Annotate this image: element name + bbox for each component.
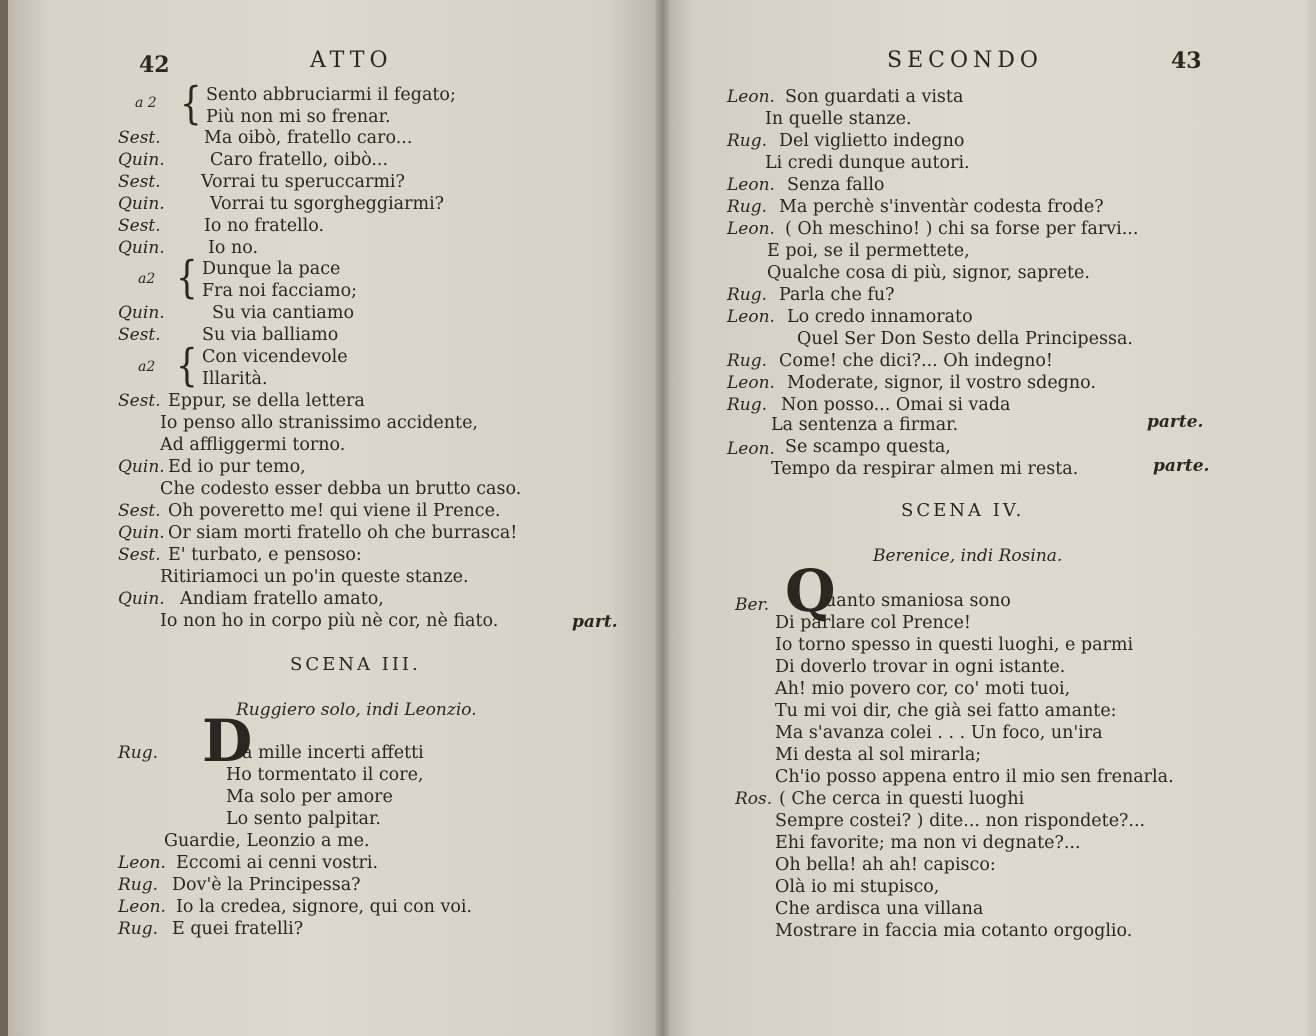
speaker: Quin. <box>118 303 165 323</box>
verse-line: Dov'è la Principessa? <box>172 875 361 895</box>
verse-line: Del viglietto indegno <box>779 131 965 151</box>
speaker: Quin. <box>118 523 165 543</box>
speaker: Leon. <box>118 897 166 917</box>
speaker: Rug. <box>727 395 768 415</box>
speaker: Sest. <box>118 216 161 236</box>
verse-line: Mostrare in faccia mia cotanto orgoglio. <box>775 921 1133 941</box>
verse-line: E poi, se il permettete, <box>767 241 970 261</box>
speaker: Rug. <box>727 131 768 151</box>
verse-line: Guardie, Leonzio a me. <box>164 831 370 851</box>
verse-line: Son guardati a vista <box>785 87 964 107</box>
verse-line: Tempo da respirar almen mi resta. <box>771 459 1079 479</box>
verse-line: ( Che cerca in questi luoghi <box>779 789 1025 809</box>
drop-cap: D <box>202 707 253 775</box>
brace: { <box>180 78 202 131</box>
verse-line: Lo credo innamorato <box>787 307 973 327</box>
brace: { <box>176 340 198 393</box>
scene-cast: Berenice, indi Rosina. <box>873 546 1063 566</box>
verse-line: Come! che dici?... Oh indegno! <box>779 351 1053 371</box>
verse-line: Illarità. <box>202 369 268 389</box>
verse-line: Ma perchè s'inventàr codesta frode? <box>779 197 1104 217</box>
verse-line: Fra noi facciamo; <box>202 281 358 301</box>
verse-line: Or siam morti fratello oh che burrasca! <box>168 523 518 543</box>
book-edge <box>0 0 8 1036</box>
drop-cap: Q <box>785 557 836 625</box>
verse-line: Se scampo questa, <box>785 437 951 457</box>
speaker: Sest. <box>118 172 161 192</box>
verse-line: In quelle stanze. <box>765 109 912 129</box>
verse-line: Ed io pur temo, <box>168 457 306 477</box>
verse-line: Oh bella! ah ah! capisco: <box>775 855 996 875</box>
verse-line: Ah! mio povero cor, co' moti tuoi, <box>775 679 1071 699</box>
speaker: Rug. <box>118 919 159 939</box>
scene-title: SCENA III. <box>290 654 421 675</box>
speaker: Sest. <box>118 501 161 521</box>
verse-line: Che codesto esser debba un brutto caso. <box>160 479 522 499</box>
verse-line: Ho tormentato il core, <box>226 765 424 785</box>
verse-line: Che ardisca una villana <box>775 899 984 919</box>
speaker: Quin. <box>118 238 165 258</box>
scene-title: SCENA IV. <box>901 500 1025 521</box>
verse-line: Ma s'avanza colei . . . Un foco, un'ira <box>775 723 1103 743</box>
running-head-left: ATTO <box>310 48 393 73</box>
verse-line: Olà io mi stupisco, <box>775 877 940 897</box>
right-page <box>663 0 1316 1036</box>
speaker: Leon. <box>727 87 775 107</box>
verse-line: Lo sento palpitar. <box>226 809 381 829</box>
book-gutter <box>655 0 669 1036</box>
speaker: Rug. <box>118 875 159 895</box>
verse-line: Eppur, se della lettera <box>168 391 365 411</box>
verse-line: Ad affliggermi torno. <box>160 435 346 455</box>
speaker: Ber. <box>735 595 770 615</box>
speaker: Ros. <box>735 789 773 809</box>
speaker: Rug. <box>727 351 768 371</box>
verse-line: Tu mi voi dir, che già sei fatto amante: <box>775 701 1117 721</box>
verse-line: Ritiriamoci un po'in queste stanze. <box>160 567 469 587</box>
verse-line: Non posso... Omai si vada <box>781 395 1011 415</box>
stage-direction-exit: part. <box>572 612 618 632</box>
verse-line: Io torno spesso in questi luoghi, e parmi <box>775 635 1134 655</box>
speaker: Leon. <box>727 307 775 327</box>
verse-line: Sento abbruciarmi il fegato; <box>206 85 456 105</box>
verse-line: E' turbato, e pensoso: <box>168 545 362 565</box>
brace: { <box>176 252 198 305</box>
speaker: Leon. <box>727 439 775 459</box>
verse-line: Ehi favorite; ma non vi degnate?... <box>775 833 1081 853</box>
verse-line: Qualche cosa di più, signor, saprete. <box>767 263 1090 283</box>
verse-line: Su via balliamo <box>202 325 339 345</box>
verse-line: Io no fratello. <box>204 216 325 236</box>
speaker: Leon. <box>727 219 775 239</box>
verse-line: a mille incerti affetti <box>242 743 424 763</box>
verse-line: Ma solo per amore <box>226 787 393 807</box>
verse-line: Più non mi so frenar. <box>206 107 391 127</box>
left-page <box>8 0 663 1036</box>
verse-line: Vorrai tu speruccarmi? <box>201 172 405 192</box>
verse-line: Caro fratello, oibò... <box>210 150 389 170</box>
speaker: Sest. <box>118 545 161 565</box>
verse-line: Quel Ser Don Sesto della Principessa. <box>797 329 1133 349</box>
verse-line: Senza fallo <box>787 175 885 195</box>
speaker: Rug. <box>727 285 768 305</box>
verse-line: Eccomi ai cenni vostri. <box>176 853 379 873</box>
speaker: Rug. <box>118 743 159 763</box>
verse-line: Con vicendevole <box>202 347 348 367</box>
speaker: Sest. <box>118 325 161 345</box>
page-number-right: 43 <box>1171 48 1202 74</box>
verse-line: Andiam fratello amato, <box>180 589 384 609</box>
verse-line: Ma oibò, fratello caro... <box>204 128 413 148</box>
speaker: Leon. <box>118 853 166 873</box>
verse-line: Oh poveretto me! qui viene il Prence. <box>168 501 501 521</box>
verse-line: Io non ho in corpo più nè cor, nè fiato. <box>160 611 499 631</box>
stage-direction-exit: parte. <box>1153 456 1210 476</box>
verse-line: Parla che fu? <box>779 285 895 305</box>
verse-line: Ch'io posso appena entro il mio sen frenarla. <box>775 767 1174 787</box>
verse-line: Di doverlo trovar in ogni istante. <box>775 657 1066 677</box>
speaker: Sest. <box>118 391 161 411</box>
speaker: Quin. <box>118 457 165 477</box>
verse-line: Li credi dunque autori. <box>765 153 970 173</box>
speaker: Quin. <box>118 589 165 609</box>
speaker-a2: a2 <box>138 271 156 287</box>
scene-cast: Ruggiero solo, indi Leonzio. <box>236 700 477 720</box>
verse-line: Di parlare col Prence! <box>775 613 971 633</box>
speaker: Sest. <box>118 128 161 148</box>
verse-line: La sentenza a firmar. <box>771 415 959 435</box>
speaker: Rug. <box>727 197 768 217</box>
speaker-a2: a 2 <box>135 95 157 111</box>
running-head-right: SECONDO <box>887 48 1043 73</box>
speaker: Quin. <box>118 150 165 170</box>
page-number-left: 42 <box>139 52 170 78</box>
stage-direction-exit: parte. <box>1147 412 1204 432</box>
speaker: Quin. <box>118 194 165 214</box>
verse-line: Mi desta al sol mirarla; <box>775 745 982 765</box>
verse-line: Io no. <box>208 238 259 258</box>
verse-line: Io penso allo stranissimo accidente, <box>160 413 478 433</box>
verse-line: Dunque la pace <box>202 259 341 279</box>
verse-line: Su via cantiamo <box>212 303 354 323</box>
verse-line: uanto smaniosa sono <box>825 591 1011 611</box>
speaker-a2: a2 <box>138 359 156 375</box>
speaker: Leon. <box>727 175 775 195</box>
verse-line: E quei fratelli? <box>172 919 304 939</box>
speaker: Leon. <box>727 373 775 393</box>
verse-line: Io la credea, signore, qui con voi. <box>176 897 473 917</box>
verse-line: Sempre costei? ) dite... non rispondete?... <box>775 811 1146 831</box>
verse-line: ( Oh meschino! ) chi sa forse per farvi... <box>785 219 1139 239</box>
verse-line: Vorrai tu sgorgheggiarmi? <box>210 194 445 214</box>
verse-line: Moderate, signor, il vostro sdegno. <box>787 373 1096 393</box>
